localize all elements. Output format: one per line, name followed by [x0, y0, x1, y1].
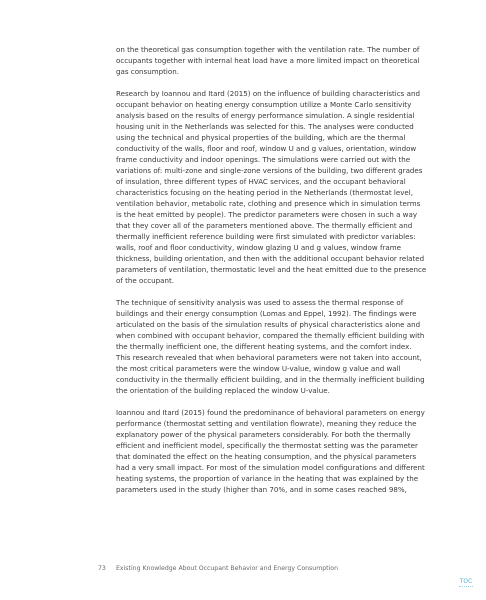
text-line: gas consumption.	[116, 67, 179, 76]
text-line: frame conductivity and indoor openings. The simulations were carried out with the	[116, 155, 411, 164]
text-line: Research by Ioannou and Itard (2015) on the influence of building characteristics and	[116, 89, 420, 98]
body-text	[116, 44, 427, 506]
paragraph	[116, 297, 425, 396]
text-line: performance (thermostat setting and ventilation flowrate), meaning they reduce the	[116, 419, 417, 428]
toc-link[interactable]	[456, 578, 476, 587]
text-line: analysis based on the results of energy performance simulation. A single residential	[116, 111, 415, 120]
text-line: buildings and their energy consumption (Lomas and Eppel, 1992). The findings were	[116, 309, 417, 318]
text-line: efficient and inefficient model, specifically the thermostat setting was the parameter	[116, 441, 418, 450]
text-line: thickness, building orientation, and then with the additional occupant behavior related	[116, 254, 425, 263]
text-line: Ioannou and Itard (2015) found the predominance of behavioral parameters on energy	[116, 408, 425, 417]
text-line: occupant behavior on heating energy consumption utilize a Monte Carlo sensitivity	[116, 100, 412, 109]
page-number: 73	[98, 565, 106, 572]
text-line: is the heat emitted by people). The predictor parameters were chosen in such a way	[116, 210, 418, 219]
text-line: parameters used in the study (higher than 70%, and in some cases reached 98%,	[116, 485, 407, 494]
text-line: conductivity of the walls, floor and roof, window U and g values, orientation, window	[116, 144, 417, 153]
text-line: on the theoretical gas consumption together with the ventilation rate. The number of	[116, 45, 420, 54]
toc-dots-decoration	[459, 586, 473, 587]
text-line: of insulation, three different types of HVAC services, and the occupant behavioral	[116, 177, 406, 186]
text-line: articulated on the basis of the simulation results of physical characteristics alone and	[116, 320, 421, 329]
paragraph	[116, 407, 425, 495]
paragraph	[116, 88, 427, 286]
text-line: This research revealed that when behavioral parameters were not taken into account,	[116, 353, 422, 362]
text-line: that dominated the effect on the heating consumption, and the physical parameters	[116, 452, 417, 461]
text-line: thermally inefficient reference building were first simulated with predictor variables:	[116, 232, 416, 241]
text-line: the thermally inefficient one, the different heating systems, and the comfort index.	[116, 342, 412, 351]
text-line: had a very small impact. For most of the simulation model configurations and different	[116, 463, 425, 472]
text-line: explanatory power of the physical parameters considerably. For both the thermally	[116, 430, 411, 439]
text-line: walls, roof and floor conductivity, window glazing U and g values, window frame	[116, 243, 401, 252]
page-footer	[98, 565, 438, 577]
text-line: characteristics focusing on the heating period in the Netherlands (thermostat level,	[116, 188, 413, 197]
text-line: housing unit in the Netherlands was selected for this. The analyses were conducted	[116, 122, 414, 131]
text-line: parameters of ventilation, thermostatic level and the heat emitted due to the presence	[116, 265, 427, 274]
text-line: the orientation of the building replaced the window U-value.	[116, 386, 330, 395]
paragraph	[116, 44, 420, 77]
text-line: variations of: multi-zone and single-zone versions of the building, two different grades	[116, 166, 423, 175]
text-line: when combined with occupant behavior, compared the themally efficient building with	[116, 331, 425, 340]
toc-label: TOC	[459, 578, 473, 585]
text-line: the most critical parameters were the window U-value, window g value and wall	[116, 364, 401, 373]
text-line: occupants together with internal heat load have a more limited impact on theoretical	[116, 56, 420, 65]
text-line: that they cover all of the parameters mentioned above. The thermally efficient and	[116, 221, 413, 230]
text-line: of the occupant.	[116, 276, 175, 285]
text-line: heating systems, the proportion of variance in the heating that was explained by the	[116, 474, 419, 483]
text-line: The technique of sensitivity analysis was used to assess the thermal response of	[116, 298, 404, 307]
text-line: using the technical and physical properties of the building, which are the thermal	[116, 133, 406, 142]
text-line: conductivity in the thermally efficient building, and in the thermally inefficient building	[116, 375, 425, 384]
chapter-title: Existing Knowledge About Occupant Behavior and Energy Consumption	[116, 565, 339, 572]
text-line: ventilation behavior, metabolic rate, clothing and presence which in simulation terms	[116, 199, 421, 208]
